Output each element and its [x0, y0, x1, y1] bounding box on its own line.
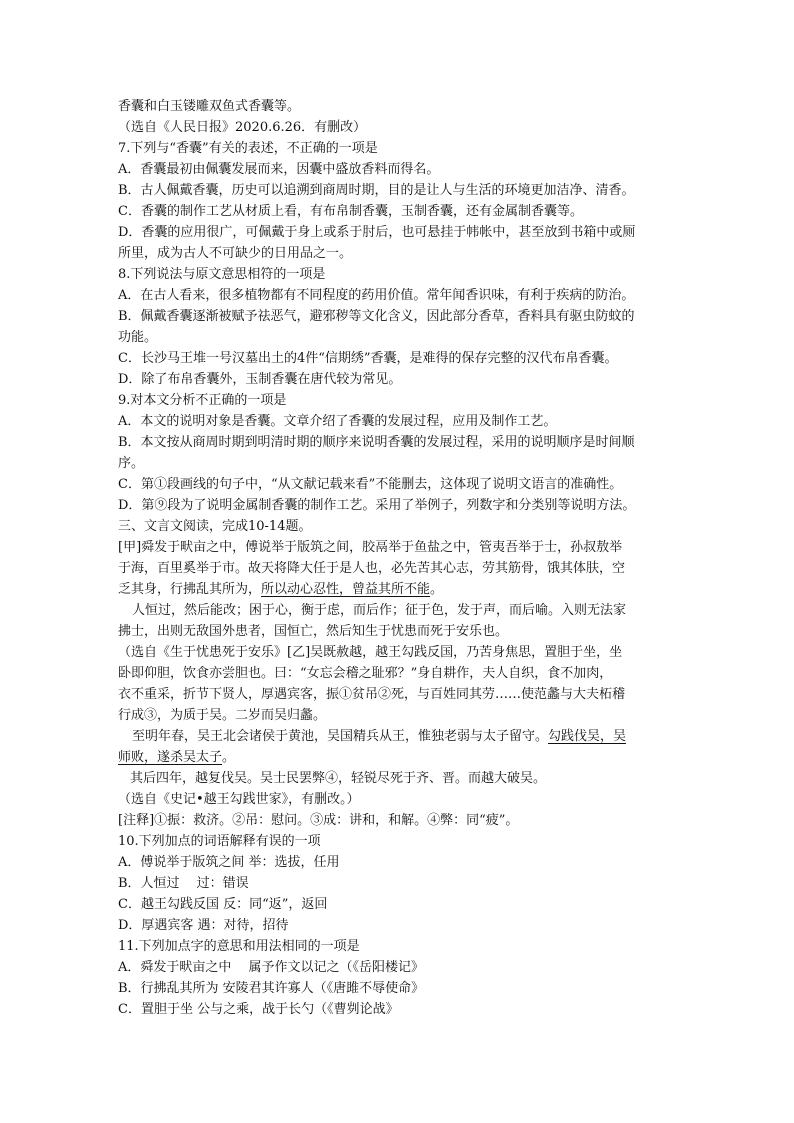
q9-option-b: B．本文按从商周时期到明清时期的顺序来说明香囊的发展过程，采用的说明顺序是时间顺 [118, 435, 635, 450]
q11-option-a: A．舜发于畎亩之中 属予作文以记之（《岳阳楼记》 [118, 960, 425, 975]
q7-option-d-cont: 所里，成为古人不可缺少的日用品之一。 [118, 246, 353, 261]
text-span: 至明年春，吴王北会诸侯于黄池，吴国精兵从王，惟独老弱与太子留守。 [132, 729, 549, 744]
passage-jia-line: 拂士，出则无敌国外患者，国恒亡，然后知生于忧患而死于安乐也。 [118, 624, 509, 639]
q11-option-c: C．置胆于坐 公与之乘，战于长勺（《曹刿论战》 [118, 1002, 399, 1017]
passage-jia-line: 于海，百里奚举于市。故天将降大任于是人也，必先苦其心志，劳其筋骨，饿其体肤，空 [118, 561, 626, 576]
passage-jia-line: 人恒过，然后能改；困于心，衡于虑，而后作；征于色，发于声，而后喻。入则无法家 [132, 603, 627, 618]
q8-option-b-cont: 功能。 [118, 330, 158, 345]
question-7: 7.下列与“香囊”有关的表述，不正确的一项是 [118, 141, 378, 156]
underlined-sentence: 师败，遂杀吴太子 [118, 750, 223, 765]
q10-option-c: C．越王勾践反国 反：同“返”，返回 [118, 897, 328, 912]
underlined-sentence: 勾践伐吴，吴 [548, 729, 627, 744]
q9-option-a: A．本文的说明对象是香囊。文章介绍了香囊的发展过程，应用及制作工艺。 [118, 414, 557, 429]
document-page [118, 96, 684, 1020]
q8-option-a: A．在古人看来，很多植物都有不同程度的药用价值。常年闻香识味，有利于疾病的防治。 [118, 288, 635, 303]
q11-option-b: B．行拂乱其所为 安陵君其许寡人（《唐雎不辱使命》 [118, 981, 425, 996]
q8-option-d: D．除了布帛香囊外，玉制香囊在唐代较为常见。 [118, 372, 402, 387]
q10-option-b: B．人恒过 过：错误 [118, 876, 249, 891]
passage-yi-line: 其后四年，越复伐吴。吴士民罢弊④，轻锐尽死于齐、晋。而越大破吴。 [130, 771, 547, 786]
underlined-sentence: 所以动心忍性，曾益其所不能 [261, 582, 431, 597]
question-8: 8.下列说法与原文意思相符的一项是 [118, 267, 326, 282]
passage-yi-line: （选自《生于忧患死于安乐》[乙]吴既赦越，越王勾践反国，乃苦身焦思，置胆于坐，坐 [118, 645, 623, 660]
question-11: 11.下列加点字的意思和用法相同的一项是 [118, 939, 360, 954]
q9-option-d: D．第⑨段为了说明金属制香囊的制作工艺。采用了举例子，列数字和分类别等说明方法。 [118, 498, 636, 513]
text-span: 乏其身，行拂乱其所为， [118, 582, 262, 597]
passage-jia-line [118, 579, 684, 600]
q10-option-d: D．厚遇宾客 遇：对待，招待 [118, 918, 289, 933]
passage-yi-line [118, 726, 684, 747]
q9-option-b-cont: 序。 [118, 456, 145, 471]
passage-jia-line: [甲]舜发于畎亩之中，傅说举于版筑之间，胶鬲举于鱼盐之中，管夷吾举于士，孙叔敖举 [118, 540, 623, 555]
passage-yi-line [118, 747, 684, 768]
q7-option-d: D．香囊的应用很广，可佩戴于身上或系于肘后，也可悬挂于帏帐中，甚至放到书箱中或厕 [118, 225, 636, 240]
text-span: 。 [430, 582, 444, 597]
q9-option-c: C．第①段画线的句子中，“从文献记载来看”不能删去，这体现了说明文语言的准确性。 [118, 477, 623, 492]
text-span: 。 [222, 750, 236, 765]
q8-option-c: C．长沙马王堆一号汉墓出土的4件“信期绣”香囊，是难得的保存完整的汉代布帛香囊。 [118, 351, 618, 366]
q8-option-b: B．佩戴香囊逐渐被赋予祛恶气，避邪秽等文化含义，因此部分香草，香料具有驱虫防蚊的 [118, 309, 635, 324]
section-heading: 三、文言文阅读，完成10-14题。 [118, 519, 312, 534]
passage-yi-line: 衣不重采，折节下贤人，厚遇宾客，振①贫吊②死，与百姓同其劳……使范蠡与大夫柘稽 [118, 687, 626, 702]
passage-yi-line: 行成③，为质于吴。二岁而吴归蠡。 [118, 708, 327, 723]
q7-option-c: C．香囊的制作工艺从材质上看，有布帛制香囊，玉制香囊，还有金属制香囊等。 [118, 204, 583, 219]
text-line: 香囊和白玉镂雕双鱼式香囊等。 [118, 99, 301, 114]
source-citation: （选自《人民日报》2020.6.26．有删改） [118, 120, 367, 135]
question-9: 9.对本文分析不正确的一项是 [118, 393, 287, 408]
q7-option-b: B．古人佩戴香囊，历史可以追溯到商周时期，目的是让人与生活的环境更加洁净、清香。 [118, 183, 635, 198]
source-citation: （选自《史记•越王勾践世家》，有删改。） [118, 792, 360, 807]
passage-yi-line: 卧即仰胆，饮食亦尝胆也。曰：“女忘会稽之耻邪？”身自耕作，夫人自织，食不加肉， [118, 666, 613, 681]
annotation-notes: [注释]①振：救济。②吊：慰问。③成：讲和，和解。④弊：同“疲”。 [118, 813, 519, 828]
q7-option-a: A．香囊最初由佩囊发展而来，因囊中盛放香料而得名。 [118, 162, 440, 177]
q10-option-a: A．傅说举于版筑之间 举：选拔，任用 [118, 855, 340, 870]
question-10: 10.下列加点的词语解释有误的一项 [118, 834, 321, 849]
